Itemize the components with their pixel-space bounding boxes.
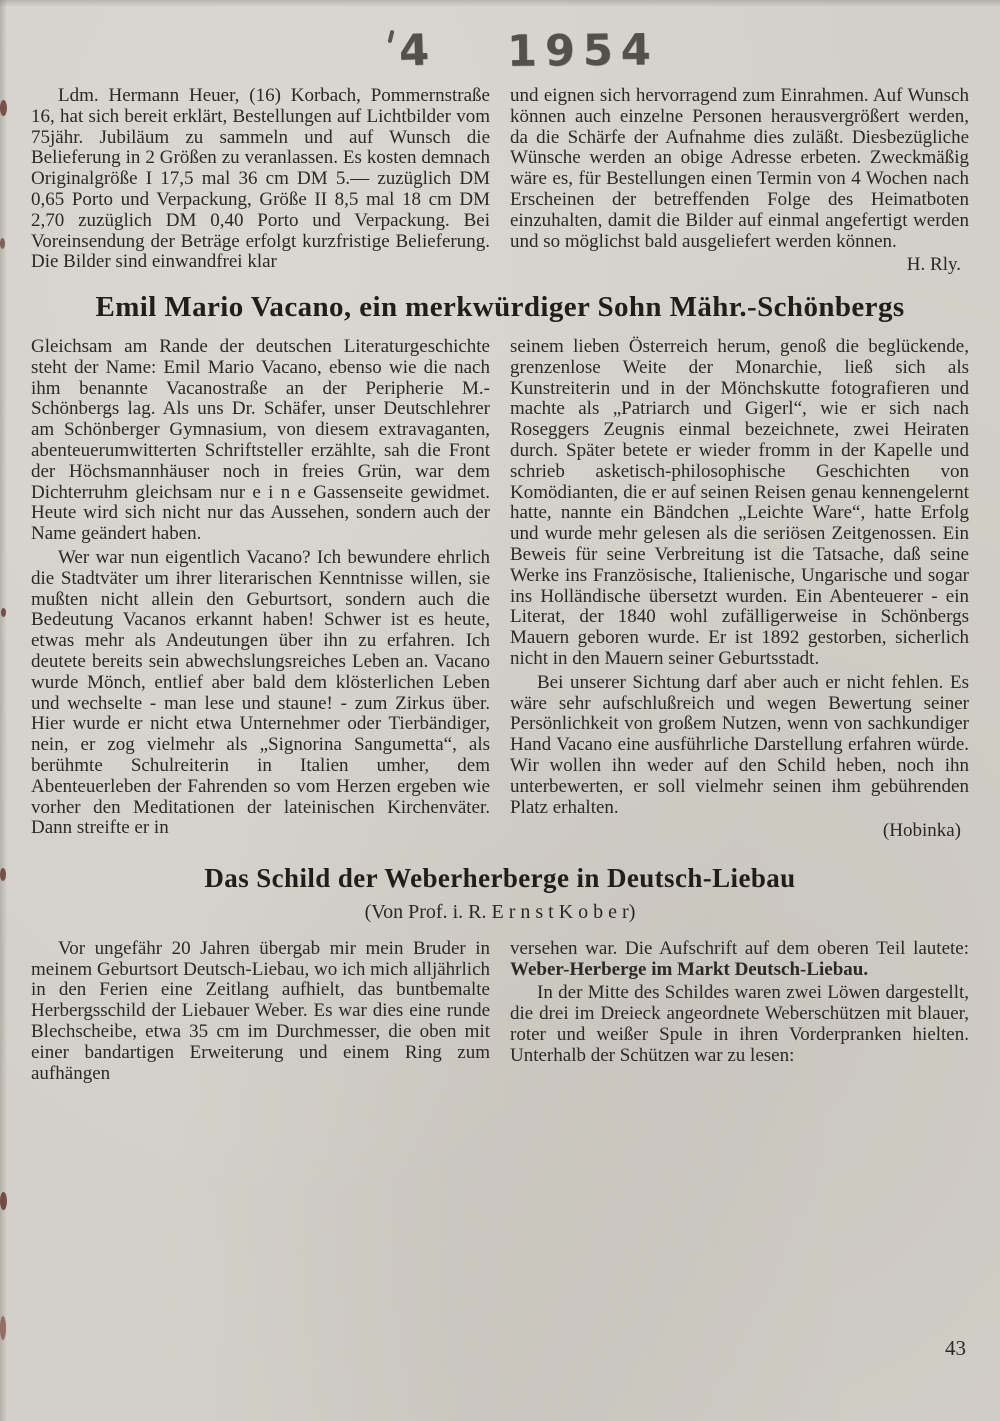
intro-article [31, 86, 969, 276]
issue-number: 4 [398, 25, 430, 77]
weber-article [31, 939, 969, 1085]
weber-paragraph-2-text: versehen war. Die Aufschrift auf dem oberen Teil lautete: [510, 937, 969, 959]
weber-paragraph-3: In der Mitte des Schildes waren zwei Löwen dargestellt, die drei im Dreieck angeordnete Weberschützen mit blauer, roter und weißer Spule in ihren Vorderpranken hielten. Unterhalb der Schützen war zu lesen: [510, 982, 969, 1066]
scan-top-shadow [0, 0, 1000, 7]
vacano-article [31, 337, 969, 842]
vacano-paragraph-1: Gleichsam am Rande der deutschen Literaturgeschichte steht der Name: Emil Mario Vacano, ebenso wie die nach ihm benannte Vacanostraße an der Peripherie M.-Schönbergs lag. Als uns Dr. Schäfer, unser Deutschlehrer am Schönberger Gymnasium, von diesem extravaganten, abenteuerumwitterten Schriftsteller erzählte, sah die Front der Höchsmannhäuser noch in freies Grün, war dem Dichterruhm gleichsam nur e i n e Gassenseite gewidmet. Heute wird sich nicht nur das Aussehen, sondern auch der Name geändert haben. [31, 336, 490, 545]
print-artifact-tick [387, 30, 394, 44]
weber-article-byline: (Von Prof. i. R. E r n s t K o b e r) [364, 900, 636, 923]
vacano-article-title: Emil Mario Vacano, ein merkwürdiger Sohn Mähr.-Schönbergs [95, 291, 905, 324]
weber-right-column [510, 939, 969, 1085]
page-number: 43 [945, 1336, 966, 1360]
page-content [0, 14, 1000, 1084]
intro-right-paragraph: und eignen sich hervorragend zum Einrahmen. Auf Wunsch können auch einzelne Personen herausvergrößert werden, da die Schärfe der Aufnahme dies zuläßt. Diesbezügliche Wünsche werden an obige Adresse erbeten. Zweckmäßig wäre es, für Bestellungen einen Termin von 4 Wochen nach Erscheinen der betreffenden Folge des Heimatboten einzuhalten, damit die Bilder auf einmal angefertigt werden und so möglichst bald ausgeliefert werden können. [510, 85, 969, 252]
intro-right-column [510, 86, 969, 276]
weber-paragraph-2 [510, 939, 969, 981]
intro-left-paragraph: Ldm. Hermann Heuer, (16) Korbach, Pommernstraße 16, hat sich bereit erklärt, Bestellungen auf Lichtbilder vom 75jähr. Jubiläum zu sammeln und auf Wunsch die Belieferung in 2 Größen zu veranlassen. Es kosten demnach Originalgröße I 17,5 mal 36 cm DM 5.— zuzüglich DM 0,65 Porto und Verpackung, Größe II 8,5 mal 18 cm DM 2,70 zuzüglich DM 0,40 Porto und Verpackung. Bei Voreinsendung der Beträge erfolgt kurzfristige Belieferung. Die Bilder sind einwandfrei klar [31, 85, 490, 273]
vacano-paragraph-4: Bei unserer Sichtung darf aber auch er nicht fehlen. Es wäre sehr aufschlußreich und wegen Bewertung seiner Persönlichkeit von großem Nutzen, wenn von sachkundiger Hand Vacano eine ausführliche Darstellung erfahren würde. Wir wollen ihn weder auf den Schild heben, noch ihn unterbewerten, er soll vielmehr seinen ihm gebührenden Platz erhalten. [510, 671, 969, 818]
vacano-paragraph-3: seinem lieben Österreich herum, genoß die beglückende, grenzenlose Weite der Monarchie, ließ sich als Kunstreiterin und in der Mönchskutte fotografieren und machte als „Patriarch und Gigerl“, wie er sich nach Roseggers Zeugnis einmal bezeichnete, zwei Heiraten durch. Später betete er wieder fromm in der Kapelle und schrieb asketisch-philosophische Geschichten von Komödianten, die er auf seinen Reisen genau kennengelernt hatte, nannte ein Bändchen „Leichte Ware“, hatte Erfolg und wurde mehr gelesen als die seriösen Zeitgenossen. Ein Beweis für seine Verbreitung ist die Tatsache, daß seine Werke ins Französische, Italienische, Ungarische und sogar ins Holländische übersetzt wurden. Ein Abenteuerer - ein Literat, der 1840 wohl zufälligerweise in Schönbergs Mauern geboren wurde. Er ist 1892 gestorben, sicherlich nicht in den Mauern seiner Geburtsstadt. [510, 336, 969, 670]
masthead [31, 14, 969, 76]
weber-left-column [31, 939, 490, 1085]
weber-sign-inscription: Weber-Herberge im Markt Deutsch-Liebau. [510, 958, 869, 980]
vacano-right-column [510, 337, 969, 842]
vacano-signature: (Hobinka) [882, 820, 961, 842]
intro-left-column [31, 86, 490, 276]
year-number: 1954 [506, 25, 659, 77]
weber-paragraph-1: Vor ungefähr 20 Jahren übergab mir mein Bruder in meinem Geburtsort Deutsch-Liebau, wo ich mich alljährlich in den Ferien eine Zeitlang aufhielt, das buntbemalte Herbergsschild der Liebauer Weber. Es war dies eine runde Blechscheibe, etwa 35 cm im Durchmesser, die oben mit einer bandartigen Erweiterung und einem Ring zum aufhängen [31, 937, 490, 1084]
vacano-left-column [31, 337, 490, 842]
weber-article-title: Das Schild der Weberherberge in Deutsch-Liebau [204, 863, 796, 894]
scan-edge-mark [0, 1316, 6, 1340]
scan-edge-mark [0, 1192, 7, 1210]
intro-signature: H. Rly. [906, 254, 961, 276]
vacano-paragraph-2: Wer war nun eigentlich Vacano? Ich bewundere ehrlich die Stadtväter um ihrer literarischen Kenntnisse willen, sie mußten nicht allein den Geburtsort, sondern auch die Bedeutung Vacanos erkannt haben! Schwer ist es heute, etwas mehr als Andeutungen über ihn zu erfahren. Ich deutete bereits sein abwechslungsreiches Leben an. Vacano wurde Mönch, entlief aber bald dem klösterlichen Leben und wechselte - man lese und staune! - zum Zirkus über. Hier wurde er nicht etwa Unternehmer oder Tierbändiger, nein, er zog vielmehr als „Signorina Sangumetta“, als berühmte Schulreiterin in Italien umher, dem Abenteuerleben der Fahrenden so vom Herzen ergeben wie vorher den Meditationen der lateinischen Kirchenväter. Dann streifte er in [31, 547, 490, 839]
